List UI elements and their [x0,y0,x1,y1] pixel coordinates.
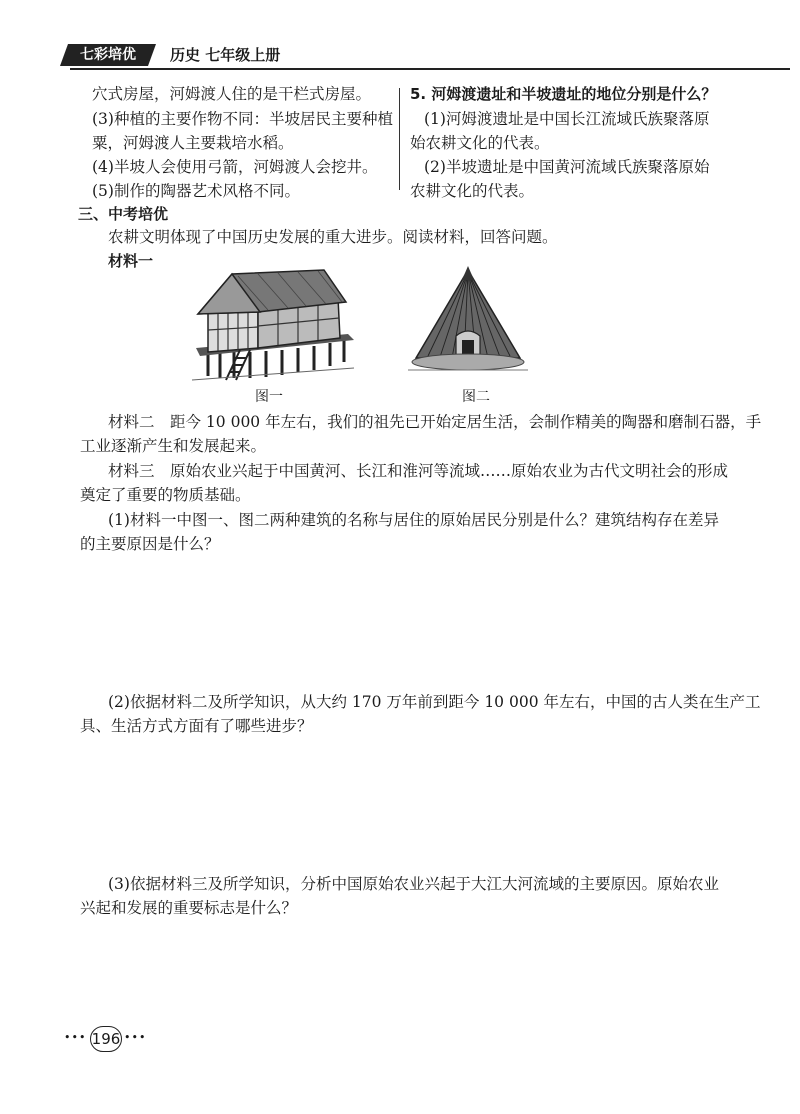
header-rule [70,68,790,70]
material2-line: 工业逐渐产生和发展起来。 [80,437,267,455]
material3-line: 材料三 原始农业兴起于中国黄河、长江和淮河等流域……原始农业为古代文明社会的形成 [108,462,729,480]
material1-label: 材料一 [108,252,154,270]
page-number-badge [62,1024,148,1052]
question-1: (1)材料一中图一、图二两种建筑的名称与居住的原始居民分别是什么？建筑结构存在差异 [108,511,719,529]
material3-line: 奠定了重要的物质基础。 [80,486,251,504]
question-2: 具、生活方式方面有了哪些进步？ [80,717,313,735]
series-label: 七彩培优 [80,47,136,63]
left-line: 粟，河姆渡人主要栽培水稻。 [92,134,294,152]
figure2-caption: 图二 [462,389,490,405]
figure1-caption: 图一 [255,389,283,405]
right-line: (1)河姆渡遗址是中国长江流域氏族聚落原 [424,110,710,128]
question-1: 的主要原因是什么？ [80,535,220,553]
section-intro: 农耕文明体现了中国历史发展的重大进步。阅读材料，回答问题。 [108,228,558,246]
left-line: (5)制作的陶器艺术风格不同。 [92,182,300,200]
round-hut-illustration [408,266,528,386]
left-line: 穴式房屋，河姆渡人住的是干栏式房屋。 [92,85,372,103]
q5-title: 5. 河姆渡遗址和半坡遗址的地位分别是什么？ [410,85,717,103]
right-line: 农耕文化的代表。 [410,182,535,200]
left-line: (4)半坡人会使用弓箭，河姆渡人会挖井。 [92,158,378,176]
series-tag [60,44,156,66]
dots-left: ••• [64,1031,87,1044]
question-3: (3)依据材料三及所学知识，分析中国原始农业兴起于大江大河流域的主要原因。原始农业 [108,875,719,893]
subject-label: 历史 七年级上册 [170,46,281,64]
stilt-house-illustration [188,268,358,386]
material2-line: 材料二 距今 10 000 年左右，我们的祖先已开始定居生活，会制作精美的陶器和磨制石器，手 [108,413,762,431]
column-divider [399,88,400,190]
right-line: (2)半坡遗址是中国黄河流域氏族聚落原始 [424,158,710,176]
question-2: (2)依据材料二及所学知识，从大约 170 万年前到距今 10 000 年左右，中国的古人类在生产工 [108,693,761,711]
left-line: (3)种植的主要作物不同：半坡居民主要种植 [92,110,393,128]
section-heading: 三、中考培优 [78,205,169,223]
dots-right: ••• [124,1031,147,1044]
question-3: 兴起和发展的重要标志是什么？ [80,899,298,917]
page-number: 196 [90,1026,122,1052]
right-line: 始农耕文化的代表。 [410,134,550,152]
